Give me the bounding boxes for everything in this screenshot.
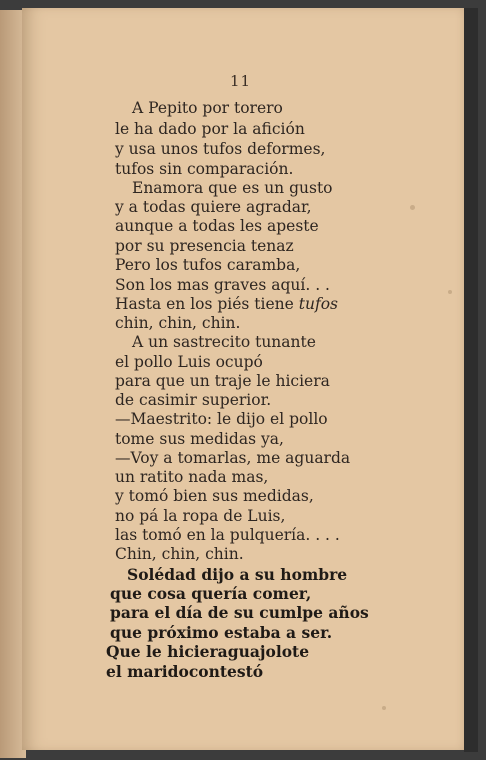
poem-line: Enamora que es un gusto (132, 179, 333, 197)
poem-line: que próximo estaba a ser. (110, 623, 333, 642)
poem-line: Son los mas graves aquí. . . (115, 276, 330, 294)
poem-line: Que le hicieraguajolote (106, 642, 310, 661)
poem-line: Solédad dijo a su hombre (127, 565, 348, 584)
poem-line: chin, chin, chin. (115, 314, 241, 332)
poem-line: Pero los tufos caramba, (115, 256, 301, 274)
poem-line: un ratito nada mas, (115, 468, 269, 486)
poem-line: —Maestrito: le dijo el pollo (115, 410, 328, 428)
poem-line: no pá la ropa de Luis, (115, 507, 286, 525)
poem-line: el pollo Luis ocupó (115, 353, 263, 371)
poem-line: para que un traje le hiciera (115, 372, 330, 390)
poem-line: para el día de su cumlpe años (110, 603, 369, 622)
poem-line: y a todas quiere agradar, (115, 198, 312, 216)
page-number: 11 (230, 72, 252, 90)
poem-line: A un sastrecito tunante (132, 333, 316, 351)
poem-line-text: Hasta en los piés tiene (115, 295, 294, 313)
italic-word: tufos (298, 295, 338, 313)
poem-line: que cosa quería comer, (110, 584, 312, 603)
poem-line: Chin, chin, chin. (115, 545, 244, 563)
poem-line: las tomó en la pulquería. . . . (115, 526, 340, 544)
poem-line (115, 297, 338, 313)
poem-line: el maridocontestó (106, 662, 264, 681)
poem-line: de casimir superior. (115, 391, 272, 409)
poem-line: y tomó bien sus medidas, (115, 487, 314, 505)
poem-line: por su presencia tenaz (115, 237, 294, 255)
poem-line: aunque a todas les apeste (115, 217, 319, 235)
poem-line: tome sus medidas ya, (115, 430, 284, 448)
poem-line: y usa unos tufos deformes, (115, 140, 326, 158)
poem-line: —Voy a tomarlas, me aguarda (115, 449, 351, 467)
poem-line: tufos sin comparación. (115, 160, 294, 178)
poem-line: le ha dado por la afición (115, 120, 305, 138)
poem-line: A Pepito por torero (132, 99, 283, 117)
